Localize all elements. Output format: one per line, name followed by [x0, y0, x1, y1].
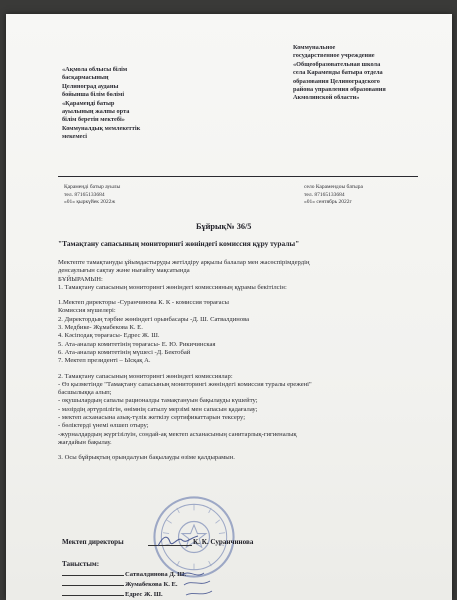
body-line: 1. Тамақтану сапасының мониторингі жөніндегі комиссияның құрамы бекітілсін: — [58, 283, 287, 291]
header-line: Коммунальное — [293, 44, 336, 51]
order-body — [58, 259, 426, 463]
body-line: 6. Ата-аналар комитетінің мүшесі -Д. Бектобай — [58, 348, 191, 356]
body-line: 5. Ата-аналар комитетінің төрағасы- Е. Ю. Рикичинская — [58, 340, 216, 348]
paragraph-gap — [58, 366, 426, 373]
body-line: 3. Медбике- Жұмабекова К. Е. — [58, 324, 143, 332]
header-line: «Қарамеңді батыр — [62, 99, 115, 107]
body-line: жағдайын бақылау. — [58, 438, 112, 446]
document-page — [6, 14, 452, 600]
header-line: Целиноград ауданы — [62, 82, 119, 90]
meta-phone: тел. 87165133684 — [64, 191, 105, 198]
header-line: білім беретін мектебі» — [62, 116, 125, 124]
order-number: Бұйрық№ 36/5 — [196, 222, 252, 231]
header-line: района управления образования — [293, 86, 386, 94]
header-line: басқармасының — [62, 74, 109, 82]
body-line: 7. Мектеп президенті – Ысқақ А. — [58, 357, 151, 365]
acknowledged-name: Сатвалдинова Д. Ш. — [125, 571, 187, 578]
body-line: 3. Осы бұйрықтың орындалуын бақылауды өзіме қалдырамын. — [58, 454, 235, 462]
body-line: - оқушылардың сапалы рационалды тамақтануын бақылауды күшейту; — [58, 397, 258, 405]
header-line: Коммуналдық мемлекеттік — [62, 124, 141, 132]
signature-line — [62, 575, 124, 576]
header-russian-block — [293, 44, 418, 103]
paragraph-gap — [58, 292, 426, 299]
acknowledged-title: Таныстым: — [62, 560, 100, 568]
body-line: - Өз қызметінде "Тамақтану сапасының мониторингі жөніндегі комиссия туралы ережені" — [58, 380, 312, 388]
body-line: 2. Директордың тәрбие жөніндегі орынбасары -Д. Ш. Сатвалдинова — [58, 315, 250, 323]
signature-line — [62, 585, 124, 586]
header-line: бойынша білім бөлімі — [62, 91, 125, 99]
body-line: БҰЙЫРАМЫН: — [58, 275, 103, 283]
header-line: ауылының жалпы орта — [62, 108, 130, 116]
body-line: -журналдардың жүргізілуін, сондай-ақ мектеп асханасының санитарлық-гигиеналық — [58, 430, 297, 438]
signer-name: К. К. Суранчинова — [193, 538, 254, 546]
header-line: «Общеобразовательная школа — [293, 60, 381, 68]
meta-kazakh — [64, 184, 120, 207]
signature-line — [62, 595, 124, 596]
handwritten-initials-icon — [178, 569, 218, 600]
acknowledged-name: Жумабекова К. Е. — [125, 581, 178, 588]
body-line: 4. Кәсіподақ төрағасы- Едрес Ж. Ш. — [58, 332, 160, 340]
meta-date: «01» сентябрь 2022г — [304, 199, 352, 205]
paragraph-gap — [58, 447, 426, 454]
acknowledged-entry — [62, 591, 262, 598]
acknowledged-name: Едрес Ж. Ш. — [125, 591, 163, 598]
signer-role: Мектеп директоры — [62, 538, 124, 546]
header-line: образования Целиноградского — [293, 77, 380, 85]
body-line: 1.Мектеп директоры -Суранчинова К. К - комиссия төрағасы — [58, 299, 229, 307]
meta-phone: тел. 87165133684 — [304, 191, 345, 198]
acknowledged-entry — [62, 571, 262, 578]
body-line: - мектеп асханасына азық-түлік жеткізу сертификаттарын тексеру; — [58, 414, 246, 422]
header-divider — [58, 176, 418, 177]
meta-russian — [304, 184, 363, 207]
header-line: села Караменды батыра отдела — [293, 69, 383, 77]
header-line: государственное учреждение — [293, 52, 375, 60]
body-line: - мәзірдің әртүрлілігін, өнімнің сатылу мерзімі мен сапасын қадағалау; — [58, 405, 258, 413]
header-line: мекемесі — [62, 133, 88, 141]
meta-address: Қарамеңді батыр ауылы — [64, 184, 121, 190]
body-line: денсаулығын сақтау және нығайту мақсатында — [58, 267, 190, 275]
body-line: басшылыққа алып; — [58, 389, 112, 397]
meta-date: «01» қыркүйек 2022ж — [64, 199, 116, 205]
header-line: Акмолинской области» — [293, 94, 360, 102]
acknowledged-entry — [62, 581, 262, 588]
header-line: «Ақмола облысы білім — [62, 66, 128, 73]
meta-address: село Карамендоы батыра — [304, 184, 363, 190]
body-line: Комиссия мүшелері: — [58, 307, 116, 315]
order-title: "Тамақтану сапасының мониторингі жөніндегі комиссия құру туралы" — [58, 239, 300, 248]
body-line: 2. Тамақтану сапасының мониторингі жөніндегі комиссиялар: — [58, 372, 233, 380]
body-line: Мектепте тамақтануды ұйымдастыруды жетілдіру арқылы балалар мен жасөспірімдердің — [58, 259, 310, 266]
header-kazakh-block — [62, 66, 182, 142]
body-line: - бөліктерді үнемі өлшеп отыру; — [58, 422, 149, 430]
